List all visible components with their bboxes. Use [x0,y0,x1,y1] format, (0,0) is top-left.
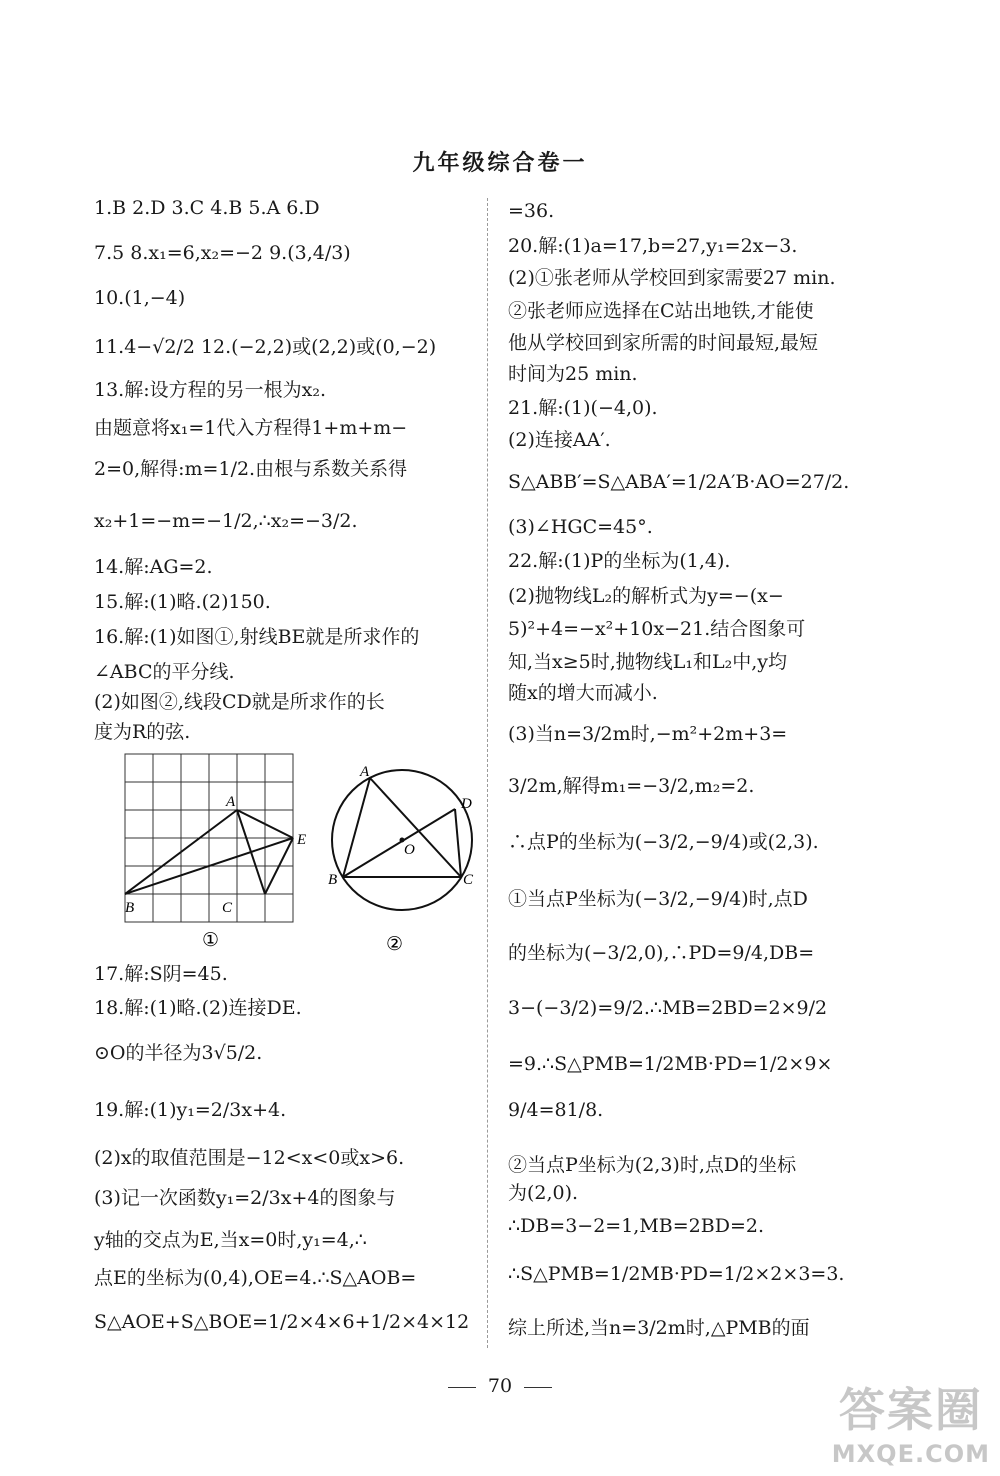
answer-line: 他从学校回到家所需的时间最短,最短 [508,332,819,354]
label-O: O [404,842,415,858]
page-number: 70 [487,1375,513,1397]
answer-line: 21.解:(1)(−4,0). [508,397,658,419]
answer-line: (2)抛物线L₂的解析式为y=−(x− [508,585,784,607]
watermark-logo: 答案圈 [838,1383,983,1437]
answer-line: y轴的交点为E,当x=0时,y₁=4,∴ [94,1229,367,1251]
answer-line: (2)x的取值范围是−12<x<0或x>6. [94,1147,405,1169]
answer-line: S△AOE+S△BOE=1/2×4×6+1/2×4×12 [94,1311,470,1333]
label-C: C [222,900,233,916]
answer-line: 10.(1,−4) [94,287,186,309]
label-E: E [297,832,307,848]
label-C: C [463,872,474,888]
answer-line: ①当点P坐标为(−3/2,−9/4)时,点D [508,888,808,910]
answer-line: x₂+1=−m=−1/2,∴x₂=−3/2. [94,510,358,532]
answer-line: 点E的坐标为(0,4),OE=4.∴S△AOB= [94,1267,417,1289]
answer-line: ⊙O的半径为3√5/2. [94,1042,263,1064]
answer-line: =9.∴S△PMB=1/2MB·PD=1/2×9× [508,1053,833,1075]
watermark [832,1374,990,1468]
label-D: D [461,796,472,812]
answer-line: 15.解:(1)略.(2)150. [94,591,271,613]
answer-line: ②张老师应选择在C站出地铁,才能使 [508,300,814,322]
answer-line: 22.解:(1)P的坐标为(1,4). [508,550,731,572]
label-B: B [125,900,135,916]
answer-line: (2)如图②,线段CD就是所求作的长 [94,691,385,713]
answer-line: (2)连接AA′. [508,429,611,451]
answer-line: 19.解:(1)y₁=2/3x+4. [94,1099,287,1121]
answer-line: ∴点P的坐标为(−3/2,−9/4)或(2,3). [508,831,819,853]
answer-line: (3)当n=3/2m时,−m²+2m+3= [508,723,788,745]
label-A: A [360,764,370,780]
answer-line: 16.解:(1)如图①,射线BE就是所求作的 [94,626,420,648]
answer-line: ∠ABC的平分线. [94,661,235,683]
answer-line: 的坐标为(−3/2,0),∴PD=9/4,DB= [508,942,815,964]
answer-line: 14.解:AG=2. [94,556,213,578]
grid-lines [125,754,293,922]
answer-line: 3−(−3/2)=9/2.∴MB=2BD=2×9/2 [508,997,828,1019]
answer-line: 1.B 2.D 3.C 4.B 5.A 6.D [94,197,320,219]
answer-line: =36. [508,200,555,222]
answer-line: (3)∠HGC=45°. [508,516,653,538]
answer-line: 综上所述,当n=3/2m时,△PMB的面 [508,1317,810,1339]
answer-line: 知,当x≥5时,抛物线L₁和L₂中,y均 [508,651,788,673]
answer-line: 7.5 8.x₁=6,x₂=−2 9.(3,4/3) [94,242,351,264]
chords [343,778,461,877]
footer-dash-right [524,1387,552,1388]
answer-line: ②当点P坐标为(2,3)时,点D的坐标 [508,1154,797,1176]
answer-line: 3/2m,解得m₁=−3/2,m₂=2. [508,775,755,797]
answer-line: 2=0,解得:m=1/2.由根与系数关系得 [94,458,408,480]
figure-2-caption: ② [386,933,404,955]
answer-line: 17.解:S阴=45. [94,963,228,985]
figure-2-circle-construction [322,752,482,957]
answer-line: ∴DB=3−2=1,MB=2BD=2. [508,1215,765,1237]
answer-line: 由题意将x₁=1代入方程得1+m+m− [94,417,408,439]
label-A: A [226,794,236,810]
answer-line: 5)²+4=−x²+10x−21.结合图象可 [508,618,806,640]
column-divider [487,198,488,1348]
figure-1-caption: ① [202,929,220,951]
answer-line: 11.4−√2/2 12.(−2,2)或(2,2)或(0,−2) [94,336,437,358]
watermark-site: MXQE.COM [831,1440,990,1468]
answer-line: ∴S△PMB=1/2MB·PD=1/2×2×3=3. [508,1263,845,1285]
answer-line: 13.解:设方程的另一根为x₂. [94,379,326,401]
answer-line: S△ABB′=S△ABA′=1/2A′B·AO=27/2. [508,471,850,493]
answer-line: 随x的增大而减小. [508,682,658,704]
answer-line: 为(2,0). [508,1182,579,1204]
figure-1-grid-construction [118,752,307,952]
answer-line: 20.解:(1)a=17,b=27,y₁=2x−3. [508,235,798,257]
label-B: B [328,872,338,888]
footer-dash-left [448,1387,476,1388]
answer-line: 9/4=81/8. [508,1099,604,1121]
answer-line: 度为R的弦. [94,721,191,743]
answer-line: 18.解:(1)略.(2)连接DE. [94,997,302,1019]
answer-line: (3)记一次函数y₁=2/3x+4的图象与 [94,1187,396,1209]
page-title: 九年级综合卷一 [412,151,588,176]
answer-line: (2)①张老师从学校回到家需要27 min. [508,267,836,289]
answer-line: 时间为25 min. [508,363,638,385]
